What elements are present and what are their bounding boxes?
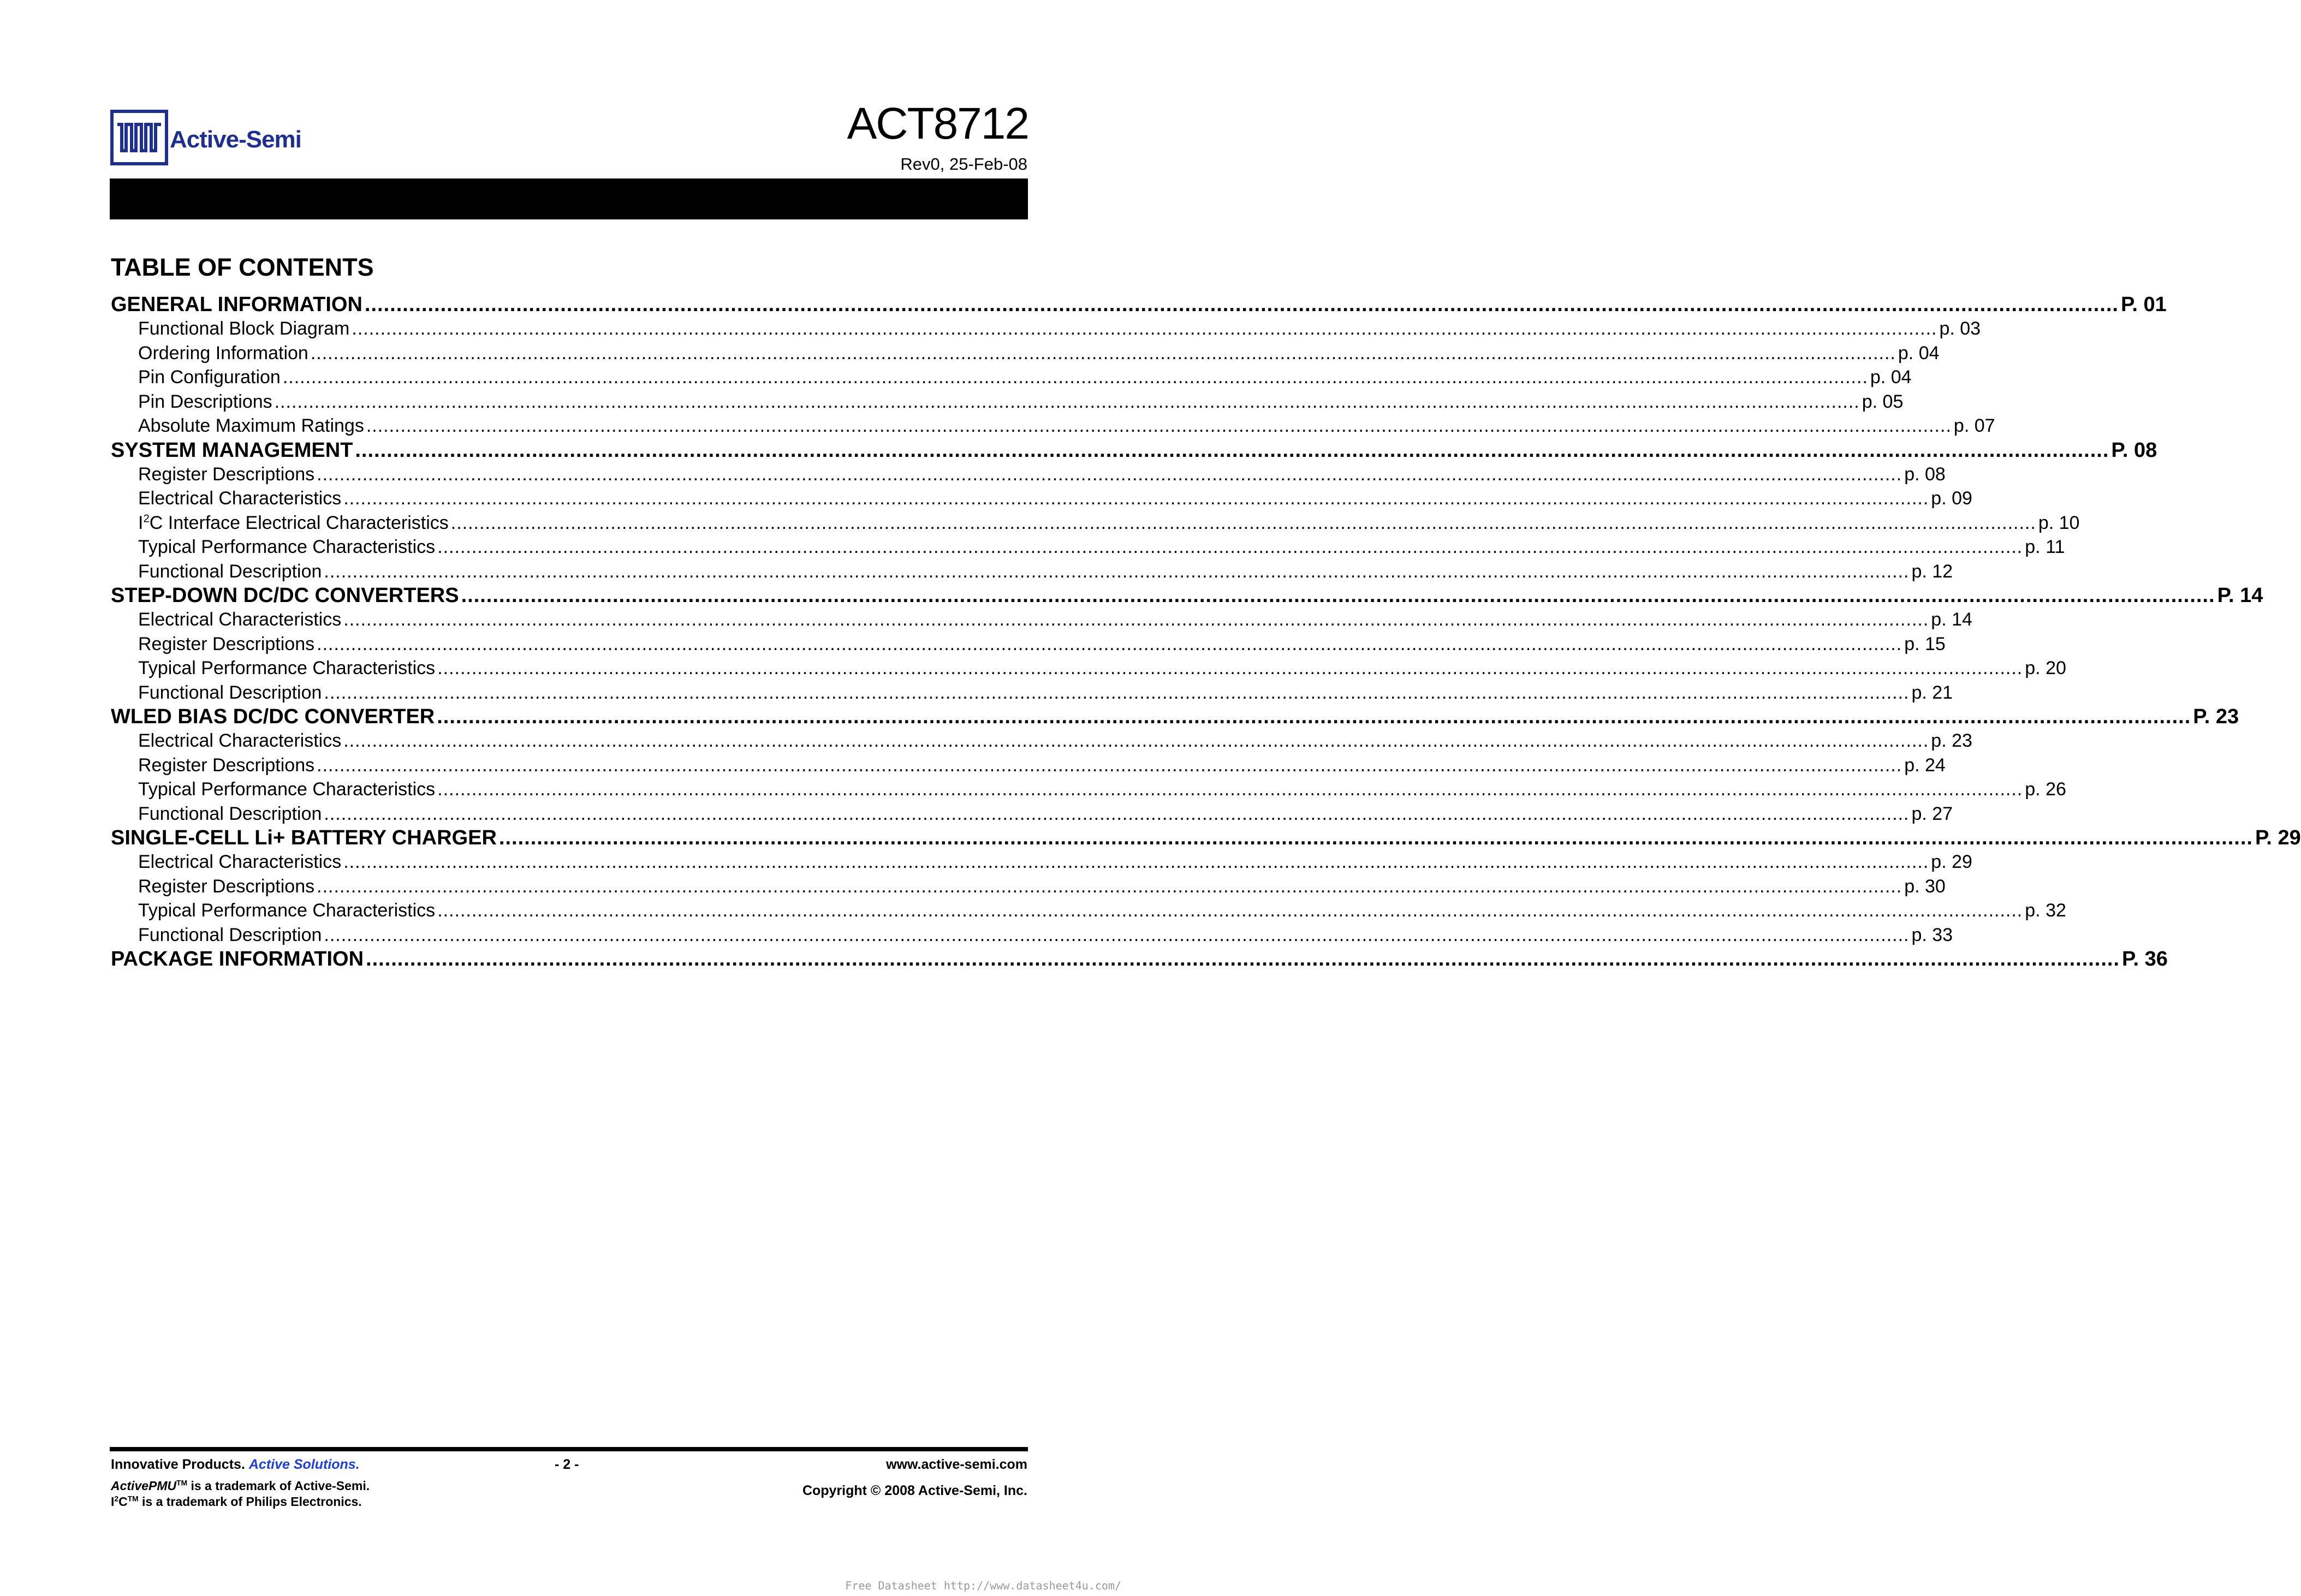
toc-entry[interactable] [111,583,2263,608]
toc-entry-page: p. 09 [1931,488,1972,509]
toc-entry-label: Pin Descriptions [138,391,272,412]
toc-entry[interactable] [111,511,2080,535]
toc-entry[interactable] [111,632,1946,657]
toc-entry[interactable] [111,923,1953,948]
toc-entry[interactable] [111,826,2301,850]
toc-entry[interactable] [111,850,1972,874]
toc-entry-page: p. 23 [1931,730,1972,751]
toc-entry-page: p. 20 [2025,658,2066,678]
toc-entry-page: P. 08 [2111,438,2157,462]
toc-entry-label: Typical Performance Characteristics [138,537,436,557]
toc-entry-page: p. 27 [1911,803,1953,824]
toc-entry-page: p. 15 [1904,633,1946,654]
toc-entry-page: P. 23 [2193,705,2239,728]
toc-entry-page: p. 04 [1870,367,1912,388]
toc-entry-page: p. 04 [1898,342,1940,364]
toc-entry[interactable] [111,705,2239,729]
toc-entry-label: GENERAL INFORMATION [111,293,362,316]
toc-entry-label: Electrical Characteristics [138,488,342,509]
toc-entry[interactable] [111,365,1912,390]
toc-entry-label: STEP-DOWN DC/DC CONVERTERS [111,584,459,607]
website-link[interactable]: www.active-semi.com [886,1457,1027,1472]
table-of-contents [111,293,2301,971]
toc-entry-label: WLED BIAS DC/DC CONVERTER [111,705,435,728]
toc-entry-page: p. 11 [2025,537,2065,557]
toc-entry-label: Register Descriptions [138,876,315,897]
toc-entry-page: p. 24 [1904,754,1946,776]
logo-text: Active-Semi [170,126,301,153]
toc-entry-label: Functional Description [138,803,322,824]
toc-entry[interactable] [111,898,2066,923]
toc-entry[interactable] [111,462,1946,487]
toc-entry-page: p. 26 [2025,779,2066,800]
toc-entry-page: P. 36 [2122,948,2168,970]
toc-entry-page: P. 29 [2255,826,2301,849]
footer-divider [110,1447,1028,1451]
toc-entry[interactable] [111,390,1904,414]
toc-entry-page: P. 01 [2120,293,2167,316]
toc-entry-label: Ordering Information [138,342,308,364]
toc-entry[interactable] [111,874,1946,899]
toc-entry-label: Electrical Characteristics [138,851,342,872]
trademark-activepmu: ActivePMU™ is a trademark of Active-Semi. [111,1479,370,1493]
toc-entry[interactable] [111,341,1940,366]
toc-entry-label: Electrical Characteristics [138,609,342,630]
toc-entry-label: $I^2C$ Interface Electrical Characteristics [138,512,449,533]
toc-entry-page: p. 29 [1931,851,1972,872]
company-logo [110,108,301,168]
toc-entry-page: p. 05 [1862,391,1904,412]
revision-date: Rev0, 25-Feb-08 [900,154,1027,174]
toc-entry-page: P. 14 [2217,584,2263,607]
header-bar [110,178,1028,219]
toc-entry[interactable] [111,802,1953,826]
tagline-plain: Innovative Products. [111,1457,245,1472]
copyright: Copyright © 2008 Active-Semi, Inc. [802,1483,1027,1498]
toc-entry[interactable] [111,486,1972,511]
toc-entry[interactable] [111,681,1953,705]
toc-entry-label: Absolute Maximum Ratings [138,415,364,436]
toc-entry[interactable] [111,777,2066,802]
toc-entry-label: Functional Description [138,682,322,703]
toc-entry-label: Functional Block Diagram [138,318,350,339]
toc-entry[interactable] [111,317,1981,341]
toc-entry-page: p. 14 [1931,609,1972,630]
toc-entry-label: PACKAGE INFORMATION [111,948,364,970]
toc-entry-label: Functional Description [138,924,322,945]
toc-entry[interactable] [111,414,1995,438]
toc-entry-label: Functional Description [138,561,322,582]
toc-entry-page: p. 07 [1953,415,1995,436]
toc-entry-label: Typical Performance Characteristics [138,658,436,678]
toc-title: TABLE OF CONTENTS [111,253,374,281]
toc-entry[interactable] [111,608,1972,632]
toc-entry-label: Electrical Characteristics [138,730,342,751]
toc-entry-page: p. 33 [1911,924,1953,945]
toc-entry[interactable] [111,559,1953,584]
toc-entry-page: p. 08 [1904,463,1946,485]
toc-entry-label: Register Descriptions [138,754,315,776]
toc-entry[interactable] [111,293,2167,317]
toc-entry[interactable] [111,656,2066,681]
toc-entry-label: Typical Performance Characteristics [138,779,436,800]
toc-entry[interactable] [111,729,1972,753]
toc-entry-page: p. 21 [1911,682,1953,703]
toc-entry-label: SINGLE-CELL Li+ BATTERY CHARGER [111,826,497,849]
toc-entry-label: Typical Performance Characteristics [138,900,436,921]
footer-tagline [111,1457,360,1473]
toc-entry-label: Register Descriptions [138,463,315,485]
part-number: ACT8712 [847,99,1028,148]
active-semi-logo-icon [110,108,301,168]
watermark: Free Datasheet http://www.datasheet4u.com/ [845,1579,1121,1592]
toc-entry-page: p. 30 [1904,876,1946,897]
toc-entry-label: SYSTEM MANAGEMENT [111,438,353,462]
toc-entry-page: p. 03 [1939,318,1981,339]
toc-entry-label: Pin Configuration [138,367,281,388]
trademark-i2c: $I^2C™$ is a trademark of Philips Electronics. [111,1494,362,1509]
toc-entry[interactable] [111,535,2065,559]
toc-entry-page: p. 12 [1911,561,1953,582]
toc-entry-page: p. 32 [2025,900,2066,921]
toc-entry[interactable] [111,753,1946,778]
toc-entry-page: p. 10 [2038,512,2080,533]
toc-entry[interactable] [111,947,2168,971]
toc-entry-label: Register Descriptions [138,633,315,654]
page-number: - 2 - [555,1457,579,1472]
toc-entry[interactable] [111,438,2157,462]
tagline-accent: Active Solutions. [248,1457,360,1472]
